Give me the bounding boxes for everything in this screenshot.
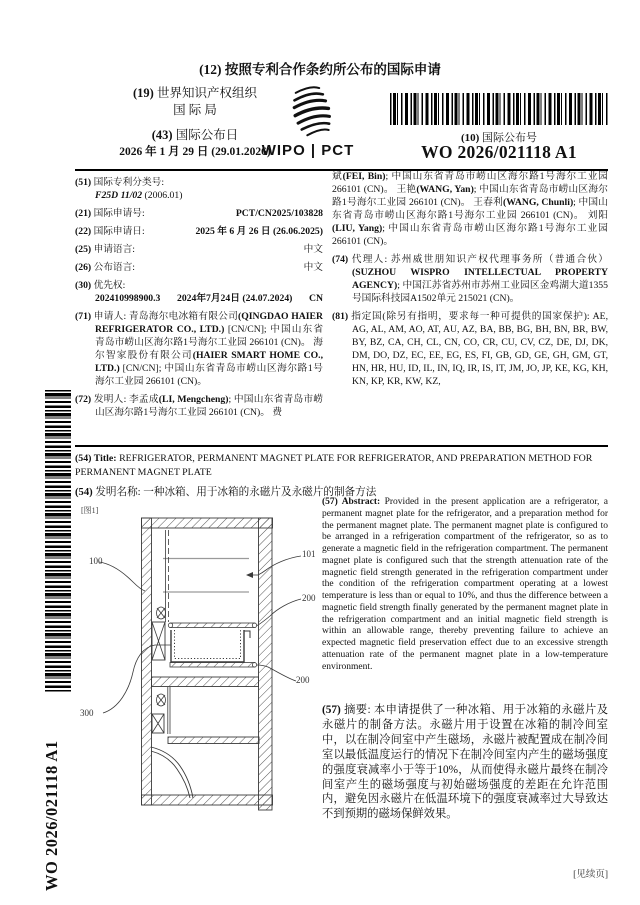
pub-date: 2026 年 1 月 29 日 (29.01.2026) xyxy=(119,146,271,158)
field-value: 中文 xyxy=(303,244,323,255)
field-value: PCT/CN2025/103828 xyxy=(235,208,323,219)
org-name: (19) 世界知识产权组织 xyxy=(133,86,257,100)
side-pub-no: WO 2026/021118 A1 xyxy=(42,740,61,891)
field-filing-date xyxy=(75,225,323,238)
field-label: 国际申请日: xyxy=(93,226,145,237)
field-filing-language xyxy=(75,243,323,256)
field-tag: (21) xyxy=(75,208,92,219)
pub-no: WO 2026/021118 A1 xyxy=(421,142,577,162)
field-inventor-continued: 斌(FEI, Bin); 中国山东省青岛市崂山区海尔路1号海尔工业园 266101 (CN)。 王艳(WANG, Yan); 中国山东省青岛市崂山区海尔路1号海尔工业园 266101 (CN)。 王春利(WANG, Chunli); 中国山东省青岛市崂山区海尔路1号海尔工业园 266101 (CN)。 刘阳(LIU, Yang); 中国山东省青岛市崂山区海尔路1号海尔工业园 266101 (CN)。 xyxy=(332,171,608,247)
priority-country: CN xyxy=(308,293,323,304)
continued-note: [见续页] xyxy=(573,870,608,880)
title-block xyxy=(75,452,608,500)
field-tag: (26) xyxy=(75,262,92,273)
field-agent: (74) 代理人: 苏州威世朋知识产权代理事务所（普通合伙）(SUZHOU WISPRO INTELLECTUAL PROPERTY AGENCY); 中国江苏省苏州市苏州工业园区金鸡湖大道1355号国际科技园A1502单元 215021 (CN)。 xyxy=(332,254,608,304)
figure-label: [图1] xyxy=(81,506,99,515)
figure-1 xyxy=(75,500,320,835)
field-value: 2025 年 6 月 26 日 (26.06.2025) xyxy=(195,226,323,237)
field-priority xyxy=(75,279,323,305)
field-inventor: (72) 发明人: 李孟成(LI, Mengcheng); 中国山东省青岛市崂山区海尔路1号海尔工业园 266101 (CN)。 费 xyxy=(75,394,323,418)
figure-ref-200-lower: 200 xyxy=(296,675,310,685)
field-tag: (25) xyxy=(75,244,92,255)
priority-number: 202410998900.3 xyxy=(95,293,161,304)
wipo-pct-wordmark: WIPO | PCT xyxy=(261,142,355,159)
field-publication-language xyxy=(75,261,323,274)
title-divider xyxy=(75,445,608,447)
bureau-name: 国 际 局 xyxy=(173,103,217,117)
pub-date-label: (43) 国际公布日 xyxy=(151,128,239,142)
field-value: 中文 xyxy=(303,262,323,273)
field-label: 申请语言: xyxy=(93,244,136,255)
field-label: 优先权: xyxy=(93,280,126,291)
figure-ref-101: 101 xyxy=(302,549,316,559)
biblio-left-column xyxy=(75,176,323,424)
field-label: 国际申请号: xyxy=(93,208,145,219)
field-tag: (51) xyxy=(75,177,92,188)
title-en: (54) Title: REFRIGERATOR, PERMANENT MAGNET PLATE FOR REFRIGERATOR, AND PREPARATION METHOD FOR PERMANENT MAGNET PLATE xyxy=(75,453,593,478)
priority-date: 2024年7月24日 (24.07.2024) xyxy=(176,293,293,304)
field-tag: (30) xyxy=(75,280,92,291)
field-applicant: (71) 申请人: 青岛海尔电冰箱有限公司(QINGDAO HAIER REFRIGERATOR CO., LTD.) [CN/CN]; 中国山东省青岛市崂山区海尔路1号海尔工业园 266101 (CN)。 海尔智家股份有限公司(HAIER SMART HOME CO., LTD.) [CN/CN]; 中国山东省青岛市崂山区海尔路1号海尔工业园 266101 (CN)。 xyxy=(75,311,324,387)
field-designated-states: (81) 指定国(除另有指明，要求每一种可提供的国家保护): AE, AG, AL, AM, AO, AT, AU, AZ, BA, BB, BG, BH, BN, BR, BW, BY, BZ, CA, CH, CL, CN, CO, CR, CU, CV, CZ, DE, DJ, DK, DM, DO, DZ, EC, EE, EG, ES, FI, GB, GD, GE, GH, GM, GT, HN, HR, HU, ID, IL, IN, IQ, IR, IS, IT, JM, JO, JP, KE, KG, KH, KN, KP, KR, KW, KZ, xyxy=(332,311,608,387)
figure-ref-300: 300 xyxy=(80,708,94,718)
barcode-side xyxy=(45,390,71,692)
barcode-top xyxy=(390,93,608,125)
pub-no-label: (10) 国际公布号 xyxy=(460,132,538,144)
wipo-logo-icon xyxy=(279,84,341,147)
abstract-en: (57) Abstract: Provided in the present application are a refrigerator, a permanent magnet plate for the refrigerator, and a preparation method for the permanent magnet plate. The permanent magnet plate is configured to be arranged in a refrigeration compartment of the refrigerator, so as to generate a magnetic field in the refrigeration compartment. The permanent magnet plate is configured such that the strength attenuation rate of the magnetic field strength generated in the refrigeration compartment under the condition of the refrigeration compartment operating at a lowest temperature is less than or equal to 10%, and thus the difference between a magnetic field strength finally generated by the permanent magnet plate in the refrigeration compartment and an initial magnetic field strength is within an allowable range, thereby preventing failure to achieve an expected magnetic field preservation effect due to an excessive strength attenuation rate of the permanent magnet plate in a low-temperature environment. xyxy=(322,497,608,672)
field-label: 国际专利分类号: xyxy=(93,177,165,188)
field-label: 公布语言: xyxy=(93,262,136,273)
title-zh: (54) 发明名称: 一种冰箱、用于冰箱的永磁片及永磁片的制备方法 xyxy=(75,487,377,498)
abstract-zh: (57) 摘要: 本申请提供了一种冰箱、用于冰箱的永磁片及永磁片的制备方法。永磁片用于设置在冰箱的制冷间室中，以在制冷间室中产生磁场，永磁片被配置成在制冷间室以最低温度运行的情况下在制冷间室内产生的磁场强度的强度衰减率小于等于10%，从而使得永磁片最终在制冷间室产生的磁场强度与初始磁场强度的差距在允许范围内，避免因永磁片在低温环境下的强度衰减率过大导致达不到预期的磁场保鲜效果。 xyxy=(322,704,608,821)
ipc-year: (2006.01) xyxy=(142,190,183,201)
biblio-right-column xyxy=(332,170,608,393)
field-ipc xyxy=(75,176,323,202)
document-kind-line: (12) 按照专利合作条约所公布的国际申请 xyxy=(199,62,441,77)
ipc-code: F25D 11/02 xyxy=(95,190,143,201)
figure-ref-100: 100 xyxy=(89,556,103,566)
figure-ref-200-upper: 200 xyxy=(302,593,316,603)
field-tag: (22) xyxy=(75,226,92,237)
field-application-number xyxy=(75,207,323,220)
